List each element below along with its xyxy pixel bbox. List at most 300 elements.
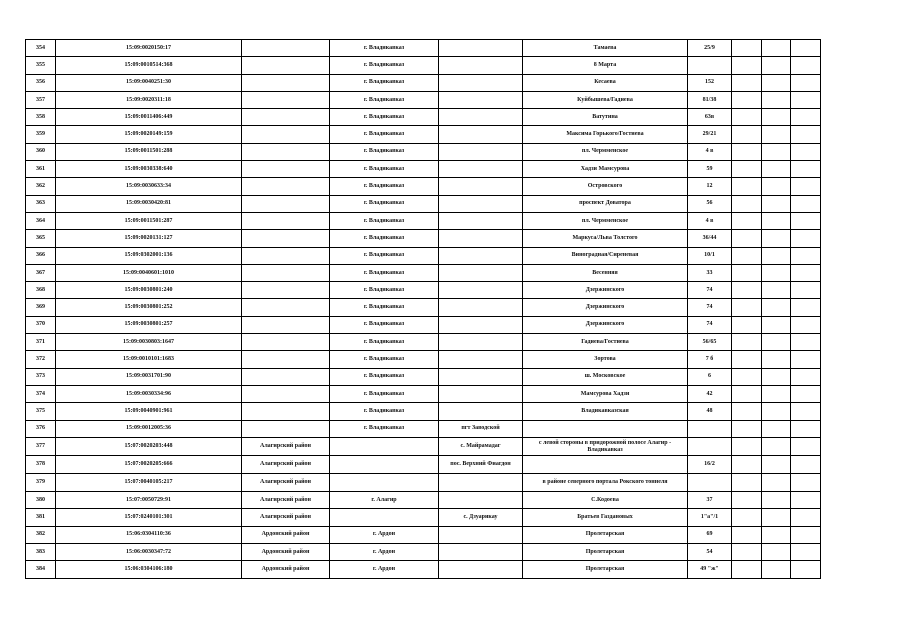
cadastral-number-cell: 15:09:0011501:288	[56, 143, 242, 160]
cadastral-number-cell: 15:09:0030801:240	[56, 282, 242, 299]
settlement-cell	[439, 143, 523, 160]
empty-cell	[762, 420, 791, 437]
empty-cell	[732, 143, 762, 160]
district-cell	[242, 161, 330, 178]
settlement-cell	[439, 316, 523, 333]
empty-cell	[762, 526, 791, 543]
cadastral-number-cell: 15:09:0020149:159	[56, 126, 242, 143]
empty-cell	[732, 492, 762, 509]
cadastral-number-cell: 15:09:0030334:96	[56, 385, 242, 402]
city-cell: г. Владикавказ	[330, 316, 439, 333]
street-cell: Максима Горького/Гостиева	[523, 126, 688, 143]
table-row	[26, 57, 821, 74]
street-cell: в районе северного портала Рокского тоннеля	[523, 473, 688, 492]
table-row	[26, 334, 821, 351]
district-cell	[242, 316, 330, 333]
district-cell: Алагирский район	[242, 509, 330, 526]
empty-cell	[762, 456, 791, 473]
empty-cell	[762, 509, 791, 526]
empty-cell	[791, 526, 821, 543]
district-cell	[242, 212, 330, 229]
city-cell	[330, 473, 439, 492]
table-row	[26, 178, 821, 195]
cadastral-number-cell: 15:09:0040901:961	[56, 403, 242, 420]
table-row	[26, 368, 821, 385]
settlement-cell	[439, 403, 523, 420]
city-cell	[330, 437, 439, 456]
empty-cell	[791, 351, 821, 368]
house-number-cell: 63в	[688, 109, 732, 126]
empty-cell	[791, 420, 821, 437]
row-number-cell: 365	[26, 230, 56, 247]
city-cell: г. Владикавказ	[330, 212, 439, 229]
district-cell	[242, 368, 330, 385]
empty-cell	[791, 385, 821, 402]
empty-cell	[732, 316, 762, 333]
house-number-cell: 74	[688, 316, 732, 333]
empty-cell	[791, 143, 821, 160]
street-cell: пл. Чермменское	[523, 143, 688, 160]
table-row	[26, 473, 821, 492]
settlement-cell	[439, 385, 523, 402]
row-number-cell: 375	[26, 403, 56, 420]
empty-cell	[791, 109, 821, 126]
empty-cell	[732, 161, 762, 178]
empty-cell	[791, 126, 821, 143]
city-cell: г. Владикавказ	[330, 420, 439, 437]
house-number-cell: 37	[688, 492, 732, 509]
row-number-cell: 363	[26, 195, 56, 212]
empty-cell	[762, 561, 791, 578]
city-cell: г. Владикавказ	[330, 264, 439, 281]
empty-cell	[732, 544, 762, 561]
row-number-cell: 360	[26, 143, 56, 160]
table-row	[26, 544, 821, 561]
empty-cell	[732, 40, 762, 57]
row-number-cell: 383	[26, 544, 56, 561]
table-row	[26, 456, 821, 473]
street-cell: Хадзи Мамсурова	[523, 161, 688, 178]
cadastral-number-cell: 15:09:0030338:640	[56, 161, 242, 178]
empty-cell	[762, 437, 791, 456]
settlement-cell	[439, 178, 523, 195]
cadastral-number-cell: 15:09:0011406:449	[56, 109, 242, 126]
house-number-cell: 4 в	[688, 212, 732, 229]
street-cell: Пролетарская	[523, 526, 688, 543]
settlement-cell	[439, 161, 523, 178]
city-cell	[330, 509, 439, 526]
table-row	[26, 126, 821, 143]
district-cell	[242, 57, 330, 74]
settlement-cell	[439, 195, 523, 212]
table-row	[26, 230, 821, 247]
table-row	[26, 437, 821, 456]
house-number-cell: 1"а"/1	[688, 509, 732, 526]
cadastral-number-cell: 15:06:0304110:36	[56, 526, 242, 543]
empty-cell	[762, 143, 791, 160]
empty-cell	[762, 351, 791, 368]
district-cell	[242, 74, 330, 91]
city-cell: г. Владикавказ	[330, 40, 439, 57]
house-number-cell: 16/2	[688, 456, 732, 473]
street-cell: Братьев Газдановых	[523, 509, 688, 526]
table-row	[26, 316, 821, 333]
empty-cell	[732, 385, 762, 402]
cadastral-number-cell: 15:07:0020205:666	[56, 456, 242, 473]
row-number-cell: 379	[26, 473, 56, 492]
street-cell: Виноградная/Сиреневая	[523, 247, 688, 264]
settlement-cell	[439, 126, 523, 143]
street-cell: Пролетарская	[523, 544, 688, 561]
house-number-cell: 74	[688, 299, 732, 316]
empty-cell	[732, 247, 762, 264]
empty-cell	[762, 385, 791, 402]
house-number-cell: 48	[688, 403, 732, 420]
empty-cell	[762, 74, 791, 91]
district-cell	[242, 40, 330, 57]
row-number-cell: 382	[26, 526, 56, 543]
table-row	[26, 247, 821, 264]
street-cell: Маркуса/Льва Толстого	[523, 230, 688, 247]
house-number-cell	[688, 420, 732, 437]
row-number-cell: 359	[26, 126, 56, 143]
empty-cell	[791, 74, 821, 91]
city-cell	[330, 456, 439, 473]
settlement-cell	[439, 351, 523, 368]
row-number-cell: 384	[26, 561, 56, 578]
house-number-cell: 36/44	[688, 230, 732, 247]
empty-cell	[732, 109, 762, 126]
empty-cell	[732, 264, 762, 281]
house-number-cell: 4 в	[688, 143, 732, 160]
empty-cell	[732, 473, 762, 492]
empty-cell	[791, 561, 821, 578]
street-cell: Гадиева/Гостиева	[523, 334, 688, 351]
city-cell: г. Ардон	[330, 544, 439, 561]
cadastral-number-cell: 15:09:0030801:252	[56, 299, 242, 316]
empty-cell	[791, 544, 821, 561]
street-cell: Островского	[523, 178, 688, 195]
cadastral-number-cell: 15:09:0031701:90	[56, 368, 242, 385]
district-cell	[242, 247, 330, 264]
table-row	[26, 40, 821, 57]
empty-cell	[791, 161, 821, 178]
district-cell	[242, 385, 330, 402]
street-cell: Дзержинского	[523, 299, 688, 316]
empty-cell	[732, 526, 762, 543]
district-cell	[242, 264, 330, 281]
empty-cell	[762, 195, 791, 212]
empty-cell	[762, 403, 791, 420]
district-cell	[242, 143, 330, 160]
cadastral-number-cell: 15:09:0010514:368	[56, 57, 242, 74]
empty-cell	[762, 126, 791, 143]
settlement-cell	[439, 299, 523, 316]
row-number-cell: 381	[26, 509, 56, 526]
document-sheet	[25, 39, 820, 579]
house-number-cell: 12	[688, 178, 732, 195]
empty-cell	[762, 316, 791, 333]
table-row	[26, 282, 821, 299]
settlement-cell: пгт Заводской	[439, 420, 523, 437]
cadastral-number-cell: 15:09:0030803:1647	[56, 334, 242, 351]
empty-cell	[791, 334, 821, 351]
empty-cell	[732, 195, 762, 212]
district-cell: Ардонский район	[242, 561, 330, 578]
settlement-cell: пос. Верхний Фиагдон	[439, 456, 523, 473]
empty-cell	[762, 230, 791, 247]
street-cell: Тамаева	[523, 40, 688, 57]
city-cell: г. Владикавказ	[330, 385, 439, 402]
house-number-cell: 6	[688, 368, 732, 385]
empty-cell	[791, 282, 821, 299]
city-cell: г. Владикавказ	[330, 282, 439, 299]
settlement-cell	[439, 74, 523, 91]
row-number-cell: 373	[26, 368, 56, 385]
address-table	[25, 39, 821, 579]
row-number-cell: 369	[26, 299, 56, 316]
row-number-cell: 374	[26, 385, 56, 402]
city-cell: г. Владикавказ	[330, 126, 439, 143]
table-row	[26, 195, 821, 212]
city-cell: г. Владикавказ	[330, 230, 439, 247]
table-row	[26, 161, 821, 178]
table-row	[26, 526, 821, 543]
cadastral-number-cell: 15:09:0011501:287	[56, 212, 242, 229]
cadastral-number-cell: 15:07:0020203:448	[56, 437, 242, 456]
settlement-cell	[439, 212, 523, 229]
empty-cell	[791, 178, 821, 195]
house-number-cell: 69	[688, 526, 732, 543]
district-cell	[242, 299, 330, 316]
house-number-cell: 81/38	[688, 91, 732, 108]
row-number-cell: 376	[26, 420, 56, 437]
row-number-cell: 380	[26, 492, 56, 509]
settlement-cell	[439, 544, 523, 561]
empty-cell	[732, 91, 762, 108]
cadastral-number-cell: 15:09:0030801:257	[56, 316, 242, 333]
district-cell	[242, 91, 330, 108]
street-cell: проспект Доватора	[523, 195, 688, 212]
empty-cell	[762, 299, 791, 316]
table-row	[26, 74, 821, 91]
street-cell: С.Кодоева	[523, 492, 688, 509]
district-cell: Алагирский район	[242, 456, 330, 473]
street-cell: Зортова	[523, 351, 688, 368]
empty-cell	[732, 230, 762, 247]
empty-cell	[791, 492, 821, 509]
empty-cell	[791, 403, 821, 420]
table-row	[26, 492, 821, 509]
empty-cell	[732, 561, 762, 578]
table-row	[26, 212, 821, 229]
settlement-cell	[439, 282, 523, 299]
row-number-cell: 371	[26, 334, 56, 351]
cadastral-number-cell: 15:09:0010101:1683	[56, 351, 242, 368]
cadastral-number-cell: 15:06:0030347:72	[56, 544, 242, 561]
empty-cell	[791, 316, 821, 333]
empty-cell	[762, 247, 791, 264]
cadastral-number-cell: 15:09:0040251:30	[56, 74, 242, 91]
settlement-cell	[439, 561, 523, 578]
district-cell	[242, 420, 330, 437]
house-number-cell: 59	[688, 161, 732, 178]
house-number-cell: 54	[688, 544, 732, 561]
empty-cell	[791, 264, 821, 281]
table-row	[26, 351, 821, 368]
empty-cell	[762, 178, 791, 195]
house-number-cell: 7 б	[688, 351, 732, 368]
empty-cell	[791, 473, 821, 492]
house-number-cell: 56	[688, 195, 732, 212]
city-cell: г. Владикавказ	[330, 368, 439, 385]
empty-cell	[791, 230, 821, 247]
row-number-cell: 368	[26, 282, 56, 299]
city-cell: г. Владикавказ	[330, 109, 439, 126]
row-number-cell: 366	[26, 247, 56, 264]
house-number-cell: 49 "ж"	[688, 561, 732, 578]
row-number-cell: 367	[26, 264, 56, 281]
settlement-cell	[439, 473, 523, 492]
empty-cell	[732, 57, 762, 74]
table-row	[26, 509, 821, 526]
empty-cell	[732, 126, 762, 143]
empty-cell	[791, 299, 821, 316]
cadastral-number-cell: 15:07:0050729:91	[56, 492, 242, 509]
cadastral-number-cell: 15:09:0040601:1010	[56, 264, 242, 281]
empty-cell	[791, 437, 821, 456]
empty-cell	[762, 40, 791, 57]
district-cell: Ардонский район	[242, 526, 330, 543]
street-cell: Пролетарская	[523, 561, 688, 578]
empty-cell	[732, 212, 762, 229]
district-cell: Алагирский район	[242, 492, 330, 509]
empty-cell	[791, 509, 821, 526]
city-cell: г. Владикавказ	[330, 161, 439, 178]
row-number-cell: 364	[26, 212, 56, 229]
table-row	[26, 91, 821, 108]
city-cell: г. Владикавказ	[330, 403, 439, 420]
empty-cell	[762, 282, 791, 299]
empty-cell	[762, 368, 791, 385]
empty-cell	[732, 403, 762, 420]
cadastral-number-cell: 15:09:0030633:34	[56, 178, 242, 195]
empty-cell	[732, 420, 762, 437]
house-number-cell: 42	[688, 385, 732, 402]
row-number-cell: 357	[26, 91, 56, 108]
city-cell: г. Владикавказ	[330, 334, 439, 351]
row-number-cell: 372	[26, 351, 56, 368]
house-number-cell: 10/1	[688, 247, 732, 264]
settlement-cell	[439, 247, 523, 264]
row-number-cell: 378	[26, 456, 56, 473]
empty-cell	[791, 195, 821, 212]
house-number-cell	[688, 437, 732, 456]
city-cell: г. Ардон	[330, 526, 439, 543]
table-row	[26, 264, 821, 281]
settlement-cell	[439, 109, 523, 126]
empty-cell	[762, 212, 791, 229]
city-cell: г. Владикавказ	[330, 74, 439, 91]
street-cell: Дзержинского	[523, 316, 688, 333]
cadastral-number-cell: 15:09:0012005:36	[56, 420, 242, 437]
district-cell	[242, 230, 330, 247]
settlement-cell	[439, 492, 523, 509]
district-cell: Алагирский район	[242, 473, 330, 492]
empty-cell	[732, 299, 762, 316]
row-number-cell: 362	[26, 178, 56, 195]
table-row	[26, 299, 821, 316]
street-cell: Мамсурова Хадзи	[523, 385, 688, 402]
cadastral-number-cell: 15:09:0020150:17	[56, 40, 242, 57]
street-cell: с левой стороны в придорожной полосе Алагир - Владикавказ	[523, 437, 688, 456]
district-cell	[242, 334, 330, 351]
table-row	[26, 403, 821, 420]
settlement-cell	[439, 264, 523, 281]
street-cell: 8 Марта	[523, 57, 688, 74]
district-cell	[242, 178, 330, 195]
table-row	[26, 109, 821, 126]
row-number-cell: 377	[26, 437, 56, 456]
street-cell: Владикавказская	[523, 403, 688, 420]
city-cell: г. Ардон	[330, 561, 439, 578]
settlement-cell	[439, 57, 523, 74]
empty-cell	[791, 91, 821, 108]
empty-cell	[762, 161, 791, 178]
city-cell: г. Алагир	[330, 492, 439, 509]
settlement-cell	[439, 334, 523, 351]
city-cell: г. Владикавказ	[330, 91, 439, 108]
settlement-cell	[439, 230, 523, 247]
house-number-cell	[688, 57, 732, 74]
settlement-cell	[439, 368, 523, 385]
settlement-cell: с. Дзуарикау	[439, 509, 523, 526]
house-number-cell: 25/9	[688, 40, 732, 57]
cadastral-number-cell: 15:09:0020311:18	[56, 91, 242, 108]
empty-cell	[732, 368, 762, 385]
house-number-cell: 29/21	[688, 126, 732, 143]
empty-cell	[732, 74, 762, 91]
empty-cell	[762, 91, 791, 108]
district-cell	[242, 351, 330, 368]
street-cell: Куйбышева/Гадиева	[523, 91, 688, 108]
city-cell: г. Владикавказ	[330, 57, 439, 74]
settlement-cell	[439, 526, 523, 543]
city-cell: г. Владикавказ	[330, 195, 439, 212]
empty-cell	[762, 57, 791, 74]
district-cell	[242, 109, 330, 126]
district-cell: Алагирский район	[242, 437, 330, 456]
empty-cell	[732, 437, 762, 456]
cadastral-number-cell: 15:09:0030420:81	[56, 195, 242, 212]
empty-cell	[791, 212, 821, 229]
settlement-cell: с. Майрамадаг	[439, 437, 523, 456]
empty-cell	[791, 247, 821, 264]
table-row	[26, 385, 821, 402]
table-row	[26, 143, 821, 160]
house-number-cell	[688, 473, 732, 492]
street-cell: Кесаева	[523, 74, 688, 91]
street-cell: пл. Чермменское	[523, 212, 688, 229]
city-cell: г. Владикавказ	[330, 351, 439, 368]
street-cell: Весенняя	[523, 264, 688, 281]
settlement-cell	[439, 40, 523, 57]
row-number-cell: 361	[26, 161, 56, 178]
house-number-cell: 33	[688, 264, 732, 281]
district-cell	[242, 195, 330, 212]
street-cell	[523, 456, 688, 473]
house-number-cell: 56/65	[688, 334, 732, 351]
